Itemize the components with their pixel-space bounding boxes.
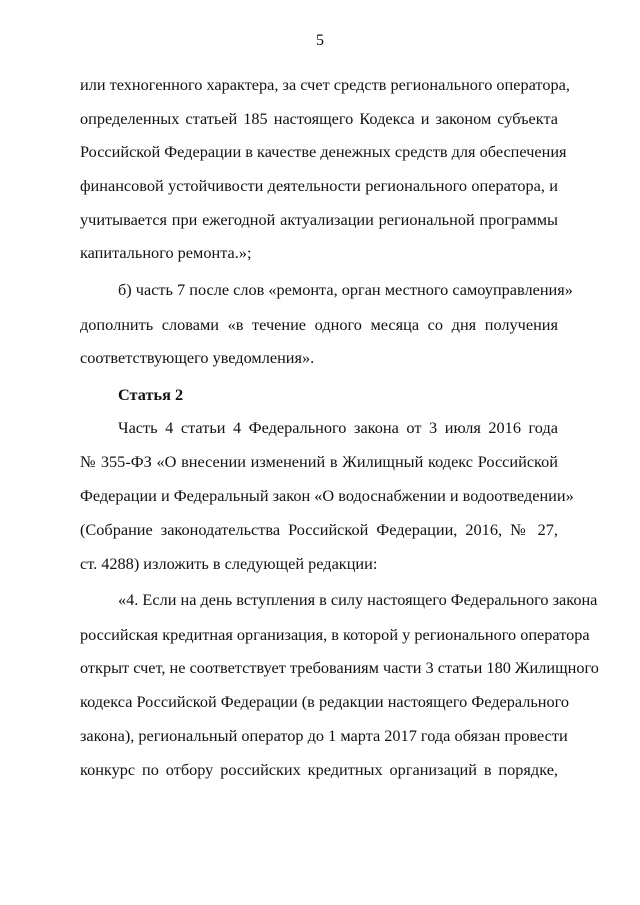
text-line: соответствующего уведомления». [80, 348, 315, 367]
text-line: определенных статьей 185 настоящего Кодекса и законом субъекта [80, 109, 558, 128]
text-line: учитывается при ежегодной актуализации региональной программы [80, 210, 558, 229]
text-line: Российской Федерации в качестве денежных средств для обеспечения [80, 142, 567, 161]
text-line: (Собрание законодательства Российской Федерации, 2016, № 27, [80, 520, 558, 539]
page-number: 5 [316, 32, 324, 49]
text-line: Федерации и Федеральный закон «О водоснабжении и водоотведении» [80, 486, 574, 505]
text-line: закона), региональный оператор до 1 марта 2017 года обязан провести [80, 726, 568, 745]
text-line: № 355-ФЗ «О внесении изменений в Жилищный кодекс Российской [80, 452, 558, 471]
text-line: б) часть 7 после слов «ремонта, орган местного самоуправления» [118, 280, 573, 299]
text-line: ст. 4288) изложить в следующей редакции: [80, 554, 378, 573]
text-line: финансовой устойчивости деятельности регионального оператора, и [80, 176, 558, 195]
text-line: конкурс по отбору российских кредитных организаций в порядке, [80, 760, 558, 779]
text-line: капитального ремонта.»; [80, 243, 252, 262]
text-line: или техногенного характера, за счет средств регионального оператора, [80, 75, 570, 94]
text-line: российская кредитная организация, в которой у регионального оператора [80, 625, 590, 644]
text-line: открыт счет, не соответствует требованиям части 3 статьи 180 Жилищного [80, 658, 599, 677]
text-line: Часть 4 статьи 4 Федерального закона от 3 июля 2016 года [118, 418, 558, 437]
text-line: дополнить словами «в течение одного месяца со дня получения [80, 315, 558, 334]
text-line: кодекса Российской Федерации (в редакции настоящего Федерального [80, 692, 570, 711]
text-line: «4. Если на день вступления в силу настоящего Федерального закона [118, 590, 598, 609]
section-heading: Статья 2 [118, 385, 184, 404]
